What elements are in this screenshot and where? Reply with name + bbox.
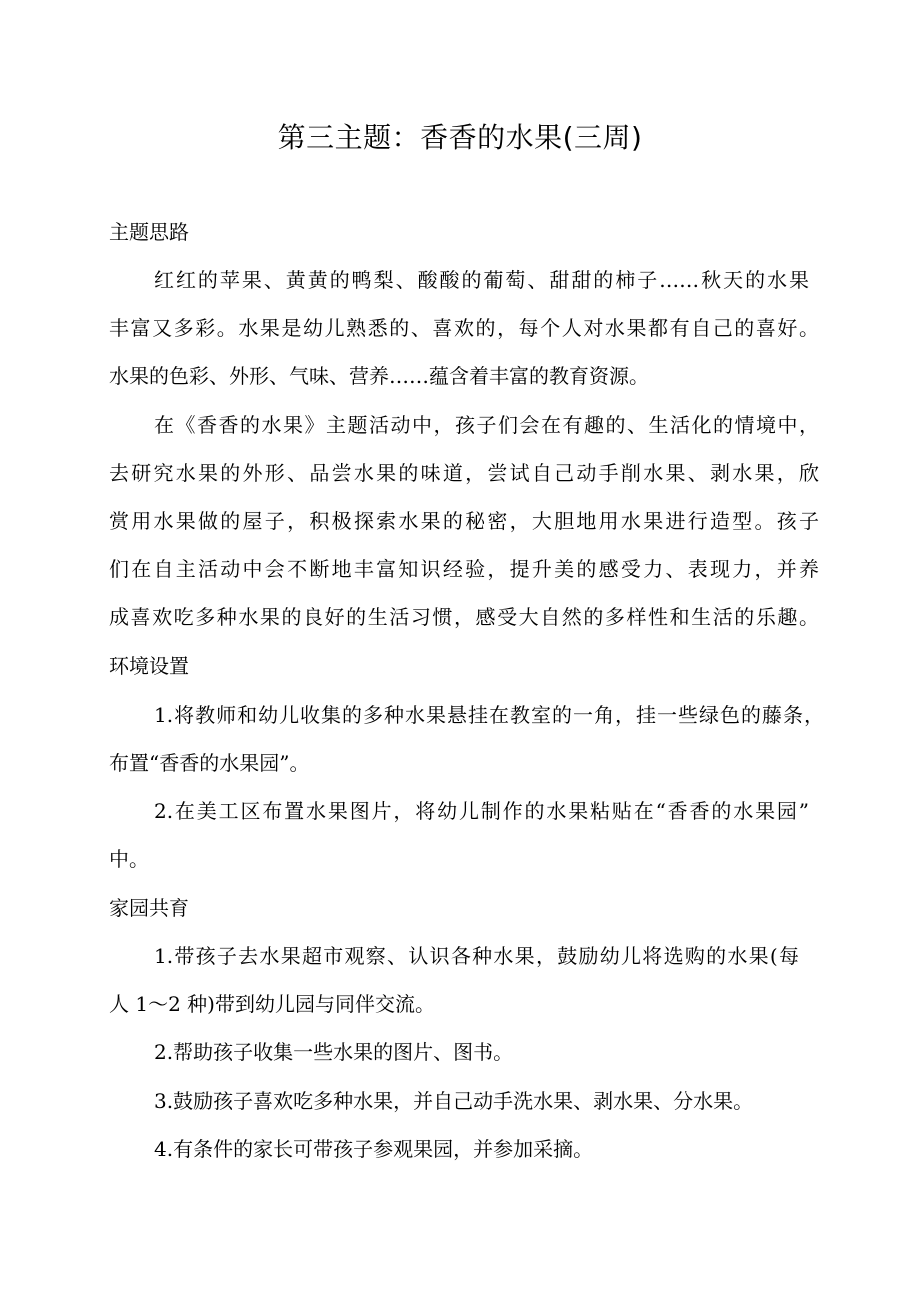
paragraph-line: 赏用水果做的屋子，积极探索水果的秘密，大胆地用水果进行造型。孩子 <box>109 509 819 533</box>
paragraph-line: 丰富又多彩。水果是幼儿熟悉的、喜欢的，每个人对水果都有自己的喜好。 <box>109 316 819 340</box>
list-item-continuation: 中。 <box>109 847 149 871</box>
paragraph-line: 成喜欢吃多种水果的良好的生活习惯，感受大自然的多样性和生活的乐趣。 <box>109 605 819 629</box>
list-item: 2.帮助孩子收集一些水果的图片、图书。 <box>154 1040 514 1064</box>
list-item: 4.有条件的家长可带孩子参观果园，并参加采摘。 <box>154 1137 594 1161</box>
paragraph-line: 在《香香的水果》主题活动中，孩子们会在有趣的、生活化的情境中， <box>154 413 819 437</box>
paragraph-line: 去研究水果的外形、品尝水果的味道，尝试自己动手削水果、剥水果，欣 <box>109 461 819 485</box>
document-title: 第三主题：香香的水果(三周) <box>277 121 643 154</box>
list-item-continuation: 人 1～2 种)带到幼儿园与同伴交流。 <box>109 992 435 1016</box>
section-heading-thinking: 主题思路 <box>109 220 189 244</box>
section-heading-environment: 环境设置 <box>109 654 189 678</box>
list-item: 3.鼓励孩子喜欢吃多种水果，并自己动手洗水果、剥水果、分水果。 <box>154 1089 754 1113</box>
list-item: 2.在美工区布置水果图片，将幼儿制作的水果粘贴在“香香的水果园” <box>154 799 809 823</box>
section-heading-home: 家园共育 <box>109 896 189 920</box>
paragraph-line: 水果的色彩、外形、气味、营养……蕴含着丰富的教育资源。 <box>109 364 649 388</box>
paragraph-line: 们在自主活动中会不断地丰富知识经验，提升美的感受力、表现力，并养 <box>109 557 819 581</box>
paragraph-line: 红红的苹果、黄黄的鸭梨、酸酸的葡萄、甜甜的柿子……秋天的水果 <box>154 268 809 292</box>
list-item: 1.带孩子去水果超市观察、认识各种水果，鼓励幼儿将选购的水果(每 <box>154 944 799 968</box>
list-item-continuation: 布置“香香的水果园”。 <box>109 751 310 775</box>
list-item: 1.将教师和幼儿收集的多种水果悬挂在教室的一角，挂一些绿色的藤条， <box>154 703 824 727</box>
